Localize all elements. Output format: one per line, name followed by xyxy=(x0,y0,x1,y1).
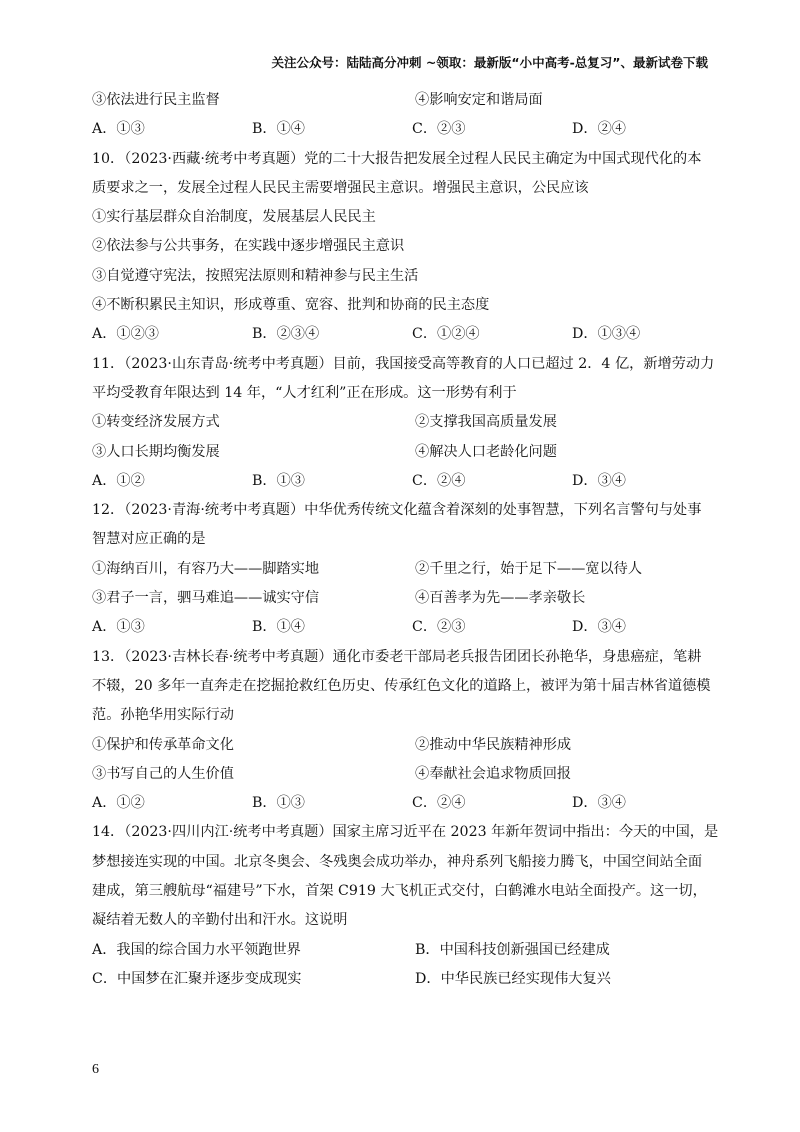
q10-option: ④不断积累民主知识，形成尊重、宽容、批判和协商的民主态度 xyxy=(92,297,490,314)
q12-choice-d: D．③④ xyxy=(572,619,626,636)
q13-choice-b: B．①③ xyxy=(252,795,305,812)
q10-choice-c: C．①②④ xyxy=(412,326,480,343)
q14-options-row xyxy=(92,965,708,994)
q13-options-row xyxy=(92,760,708,789)
q14-stem-line: 14．（2023·四川内江·统考中考真题）国家主席习近平在 2023 年新年贺词中指出：今天的中国，是 xyxy=(92,824,719,841)
exam-content xyxy=(92,86,719,994)
q12-option-3: ③君子一言，驷马难追——诚实守信 xyxy=(92,590,320,607)
q11-choice-d: D．③④ xyxy=(572,472,626,489)
q13-option-4: ④奉献社会追求物质回报 xyxy=(415,765,572,782)
q14-options-row xyxy=(92,936,708,965)
q13-option-3: ③书写自己的人生价值 xyxy=(92,765,234,782)
page-header: 关注公众号：陆陆高分冲刺 ~领取：最新版“小中高考-总复习”、最新试卷下载 xyxy=(271,55,708,70)
q14-stem-line: 建成，第三艘航母“福建号”下水，首架 C919 大飞机正式交付，白鹤滩水电站全面投产。这一切， xyxy=(92,883,707,900)
q12-choice-b: B．①④ xyxy=(252,619,305,636)
q13-stem-line: 范。孙艳华用实际行动 xyxy=(92,707,234,724)
page-number: 6 xyxy=(92,1062,99,1077)
q9-choice-c: C．②③ xyxy=(412,121,466,138)
q12-choices xyxy=(92,613,708,642)
q10-stem-line: 质要求之一，发展全过程人民民主需要增强民主意识。增强民主意识，公民应该 xyxy=(92,179,589,196)
q14-stem-line: 凝结着无数人的辛勤付出和汗水。这说明 xyxy=(92,912,348,929)
q10-stem-line: 10．（2023·西藏·统考中考真题）党的二十大报告把发展全过程人民民主确定为中国式现代化的本 xyxy=(92,150,702,167)
q13-option-1: ①保护和传承革命文化 xyxy=(92,736,234,753)
q11-option-4: ④解决人口老龄化问题 xyxy=(415,443,557,460)
q10-choice-b: B．②③④ xyxy=(252,326,320,343)
q11-options-row xyxy=(92,438,708,467)
q13-stem-line: 13．（2023·吉林长春·统考中考真题）通化市委老干部局老兵报告团团长孙艳华，身患癌症，笔耕 xyxy=(92,648,702,665)
q9-options-row xyxy=(92,86,708,115)
q10-choices xyxy=(92,320,708,349)
q13-choice-a: A．①② xyxy=(92,795,145,812)
q13-options-row xyxy=(92,731,708,760)
q11-stem-line: 平均受教育年限达到 14 年，“人才红利”正在形成。这一形势有利于 xyxy=(92,384,517,401)
q12-option-2: ②千里之行，始于足下——宽以待人 xyxy=(415,560,643,577)
q14-option-a: A．我国的综合国力水平领跑世界 xyxy=(92,941,301,958)
q10-option: ③自觉遵守宪法，按照宪法原则和精神参与民主生活 xyxy=(92,267,419,284)
q11-stem-line: 11．（2023·山东青岛·统考中考真题）目前，我国接受高等教育的人口已超过 2．4 亿，新增劳动力 xyxy=(92,355,715,372)
q10-option: ①实行基层群众自治制度，发展基层人民民主 xyxy=(92,209,376,226)
q11-option-1: ①转变经济发展方式 xyxy=(92,414,220,431)
q9-choices xyxy=(92,115,708,144)
q14-stem-line: 梦想接连实现的中国。北京冬奥会、冬残奥会成功举办，神舟系列飞船接力腾飞，中国空间站全面 xyxy=(92,853,703,870)
q10-choice-d: D．①③④ xyxy=(572,326,641,343)
q12-options-row xyxy=(92,555,708,584)
q9-choice-a: A．①③ xyxy=(92,121,145,138)
q12-choice-a: A．①③ xyxy=(92,619,145,636)
q12-stem-line: 12．（2023·青海·统考中考真题）中华优秀传统文化蕴含着深刻的处事智慧，下列名言警句与处事 xyxy=(92,502,702,519)
q12-options-row xyxy=(92,584,708,613)
q12-option-4: ④百善孝为先——孝亲敬长 xyxy=(415,590,586,607)
q14-option-b: B．中国科技创新强国已经建成 xyxy=(415,941,610,958)
q13-choices xyxy=(92,789,708,818)
q12-choice-c: C．②③ xyxy=(412,619,466,636)
q11-choice-b: B．①③ xyxy=(252,472,305,489)
q13-choice-c: C．②④ xyxy=(412,795,466,812)
q10-choice-a: A．①②③ xyxy=(92,326,159,343)
q9-option-4: ④影响安定和谐局面 xyxy=(415,92,543,108)
q11-option-3: ③人口长期均衡发展 xyxy=(92,443,220,460)
q10-option: ②依法参与公共事务，在实践中逐步增强民主意识 xyxy=(92,238,405,255)
q14-option-c: C．中国梦在汇聚并逐步变成现实 xyxy=(92,970,302,987)
q9-option-3: ③依法进行民主监督 xyxy=(92,92,220,108)
q12-option-1: ①海纳百川，有容乃大——脚踏实地 xyxy=(92,560,320,577)
q11-option-2: ②支撑我国高质量发展 xyxy=(415,414,557,431)
q11-options-row xyxy=(92,408,708,437)
q13-option-2: ②推动中华民族精神形成 xyxy=(415,736,572,753)
q13-stem-line: 不辍，20 多年一直奔走在挖掘抢救红色历史、传承红色文化的道路上，被评为第十届吉林省道德模 xyxy=(92,677,711,694)
q11-choice-a: A．①② xyxy=(92,472,145,489)
q11-choices xyxy=(92,467,708,496)
q13-choice-d: D．③④ xyxy=(572,795,626,812)
q9-choice-d: D．②④ xyxy=(572,121,626,138)
q11-choice-c: C．②④ xyxy=(412,472,466,489)
q9-choice-b: B．①④ xyxy=(252,121,305,138)
q14-option-d: D．中华民族已经实现伟大复兴 xyxy=(415,970,611,987)
q12-stem-line: 智慧对应正确的是 xyxy=(92,531,206,548)
